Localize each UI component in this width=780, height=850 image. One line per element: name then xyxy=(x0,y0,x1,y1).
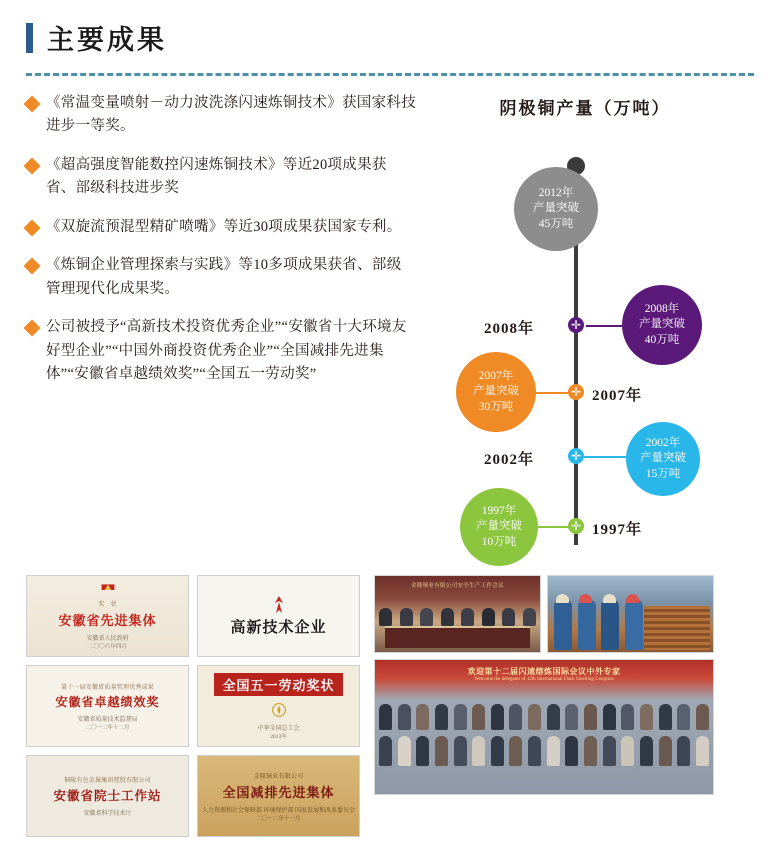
congress-banner-en: Welcome the delegates of 12th International Flash Smelting Congress xyxy=(474,677,614,682)
production-timeline-chart xyxy=(416,135,754,565)
bubble-value-2008: 40万吨 xyxy=(644,333,680,346)
chart-axis-label-2002: 2002年 xyxy=(484,452,535,468)
certificate-national-may-first-labor xyxy=(197,665,360,747)
bubble-year-2007: 2007年 xyxy=(478,369,514,382)
certificate-issuer: 人力资源和社会保障部 环境保护部 国家发展和改革委员会 xyxy=(201,807,355,814)
certificate-national-emission-reduction xyxy=(197,755,360,837)
certificate-title: 高新技术企业 xyxy=(230,620,327,636)
national-emblem-icon xyxy=(100,582,116,598)
meeting-attendees xyxy=(379,608,536,626)
bubble-value-2002: 15万吨 xyxy=(645,467,681,480)
main-content xyxy=(0,76,780,565)
achievement-text: 《超高强度智能数控闪速炼铜技术》等近20项成果获省、部级科技进步奖 xyxy=(46,156,387,197)
certificate-date: 二〇一二年十二月 xyxy=(85,724,130,731)
certificate-anhui-excellence-performance xyxy=(26,665,189,747)
certificate-date: 二〇〇六年四月 xyxy=(88,644,127,650)
bubble-value-2012: 45万吨 xyxy=(538,217,574,230)
photo-group-congress xyxy=(374,659,714,795)
meeting-table xyxy=(385,626,530,648)
certificate-issuer: 安徽省科学技术厅 xyxy=(83,811,132,817)
diamond-bullet-icon xyxy=(24,258,41,275)
chart-bubble-2002 xyxy=(626,422,700,496)
list-item xyxy=(26,316,416,386)
certificate-title: 全国减排先进集体 xyxy=(222,784,335,800)
certificate-title: 安徽省卓越绩效奖 xyxy=(55,694,160,709)
connector-2008 xyxy=(586,325,622,327)
bubble-value-1997: 10万吨 xyxy=(481,535,517,548)
diamond-bullet-icon xyxy=(24,320,41,337)
certificates-grid xyxy=(26,575,360,837)
chart-bubble-2008 xyxy=(622,285,702,365)
chart-axis-label-1997: 1997年 xyxy=(592,522,643,538)
certificate-title: 全国五一劳动奖状 xyxy=(214,673,342,696)
certificate-issuer: 安徽省质量技术监督局 xyxy=(77,716,138,723)
connector-1997 xyxy=(536,526,572,528)
chart-node-2007: ✛ xyxy=(568,384,584,400)
diamond-bullet-icon xyxy=(24,219,41,236)
bubble-year-2008: 2008年 xyxy=(644,302,680,315)
page-header xyxy=(0,0,780,57)
chart-column xyxy=(416,92,754,565)
certificate-issuer: 安徽省人民政府 xyxy=(86,636,129,642)
certificate-header-text: 金隆铜业有限公司 xyxy=(253,773,304,780)
achievements-column xyxy=(26,92,416,565)
worker-helmets xyxy=(556,594,639,603)
bubble-line2-1997: 产量突破 xyxy=(476,520,522,533)
bubble-line2-2002: 产量突破 xyxy=(640,452,686,465)
workers-group xyxy=(554,600,643,650)
achievement-text: 《双旋流预混型精矿喷嘴》等近30项成果获国家专利。 xyxy=(46,218,402,235)
chart-node-2002: ✛ xyxy=(568,448,584,464)
achievement-text: 《常温变量喷射－动力波洗涤闪速炼铜技术》获国家科技进步一等奖。 xyxy=(46,95,416,135)
chart-bubble-1997 xyxy=(460,488,538,566)
bottom-gallery xyxy=(0,565,780,837)
chart-bubble-2007 xyxy=(456,352,536,432)
list-item xyxy=(26,92,416,139)
list-item xyxy=(26,254,416,301)
header-divider xyxy=(26,73,754,76)
achievement-text: 公司被授予“高新技术投资优秀企业”“安徽省十大环境友好型企业”“中国外商投资优秀企业”“全国减排先进集体”“安徽省卓越绩效奖”“全国五一劳动奖” xyxy=(46,319,407,383)
bubble-line2-2008: 产量突破 xyxy=(639,318,685,331)
achievement-text: 《炼铜企业管理探索与实践》等10多项成果获省、部级管理现代化成果奖。 xyxy=(46,257,402,297)
certificate-header-text: 铜陵有色金属集团控股有限公司 xyxy=(64,778,151,784)
diamond-bullet-icon xyxy=(24,96,41,113)
photo-row-top xyxy=(374,575,714,653)
certificate-academician-workstation xyxy=(26,755,189,837)
photo-meeting-caption: 金隆铜业有限公司安全生产工作会议 xyxy=(411,583,504,589)
chart-bubble-2012 xyxy=(514,167,598,251)
certificate-header-text: 第十一届安徽省质量管理优秀成果 xyxy=(60,684,154,691)
list-item xyxy=(26,216,416,239)
chart-axis-label-2008: 2008年 xyxy=(484,321,535,337)
achievements-list xyxy=(26,92,416,387)
certificate-title: 安徽省先进集体 xyxy=(58,613,157,628)
certificate-date: 二〇一二年十一月 xyxy=(256,815,301,822)
certificate-issuer: 中华全国总工会 xyxy=(257,725,300,732)
bubble-value-2007: 30万吨 xyxy=(478,400,514,413)
union-emblem-icon xyxy=(271,702,287,718)
bubble-year-1997: 1997年 xyxy=(481,504,517,517)
certificate-date: 2013年 xyxy=(270,733,287,740)
bubble-line2-2012: 产量突破 xyxy=(533,202,579,215)
header-accent-bar xyxy=(26,23,33,53)
certificate-anhui-advanced-collective xyxy=(26,575,189,657)
photo-workers-copper-plates xyxy=(547,575,714,653)
photo-meeting-room xyxy=(374,575,541,653)
bubble-line2-2007: 产量突破 xyxy=(473,385,519,398)
list-item xyxy=(26,154,416,201)
page-title: 主要成果 xyxy=(47,25,167,55)
company-logo-icon xyxy=(269,595,289,615)
chart-title: 阴极铜产量（万吨） xyxy=(499,99,671,118)
chart-axis-label-2007: 2007年 xyxy=(592,388,643,404)
copper-plate-stack xyxy=(644,606,710,650)
certificate-high-tech-enterprise xyxy=(197,575,360,657)
connector-2002 xyxy=(584,456,626,458)
connector-2007 xyxy=(534,392,572,394)
congress-banner-cn: 欢迎第十二届闪速熔炼国际会议中外专家 xyxy=(467,667,621,676)
certificate-title: 安徽省院士工作站 xyxy=(53,789,162,803)
chart-node-2008: ✛ xyxy=(568,317,584,333)
bubble-year-2012: 2012年 xyxy=(538,186,574,199)
photo-gallery xyxy=(374,575,714,837)
group-row-1 xyxy=(379,704,709,730)
group-row-2 xyxy=(379,736,709,766)
chart-node-1997: ✛ xyxy=(568,518,584,534)
diamond-bullet-icon xyxy=(24,157,41,174)
bubble-year-2002: 2002年 xyxy=(645,436,681,449)
congress-banner xyxy=(375,666,713,682)
certificate-header-text: 奖 状 xyxy=(98,602,117,608)
